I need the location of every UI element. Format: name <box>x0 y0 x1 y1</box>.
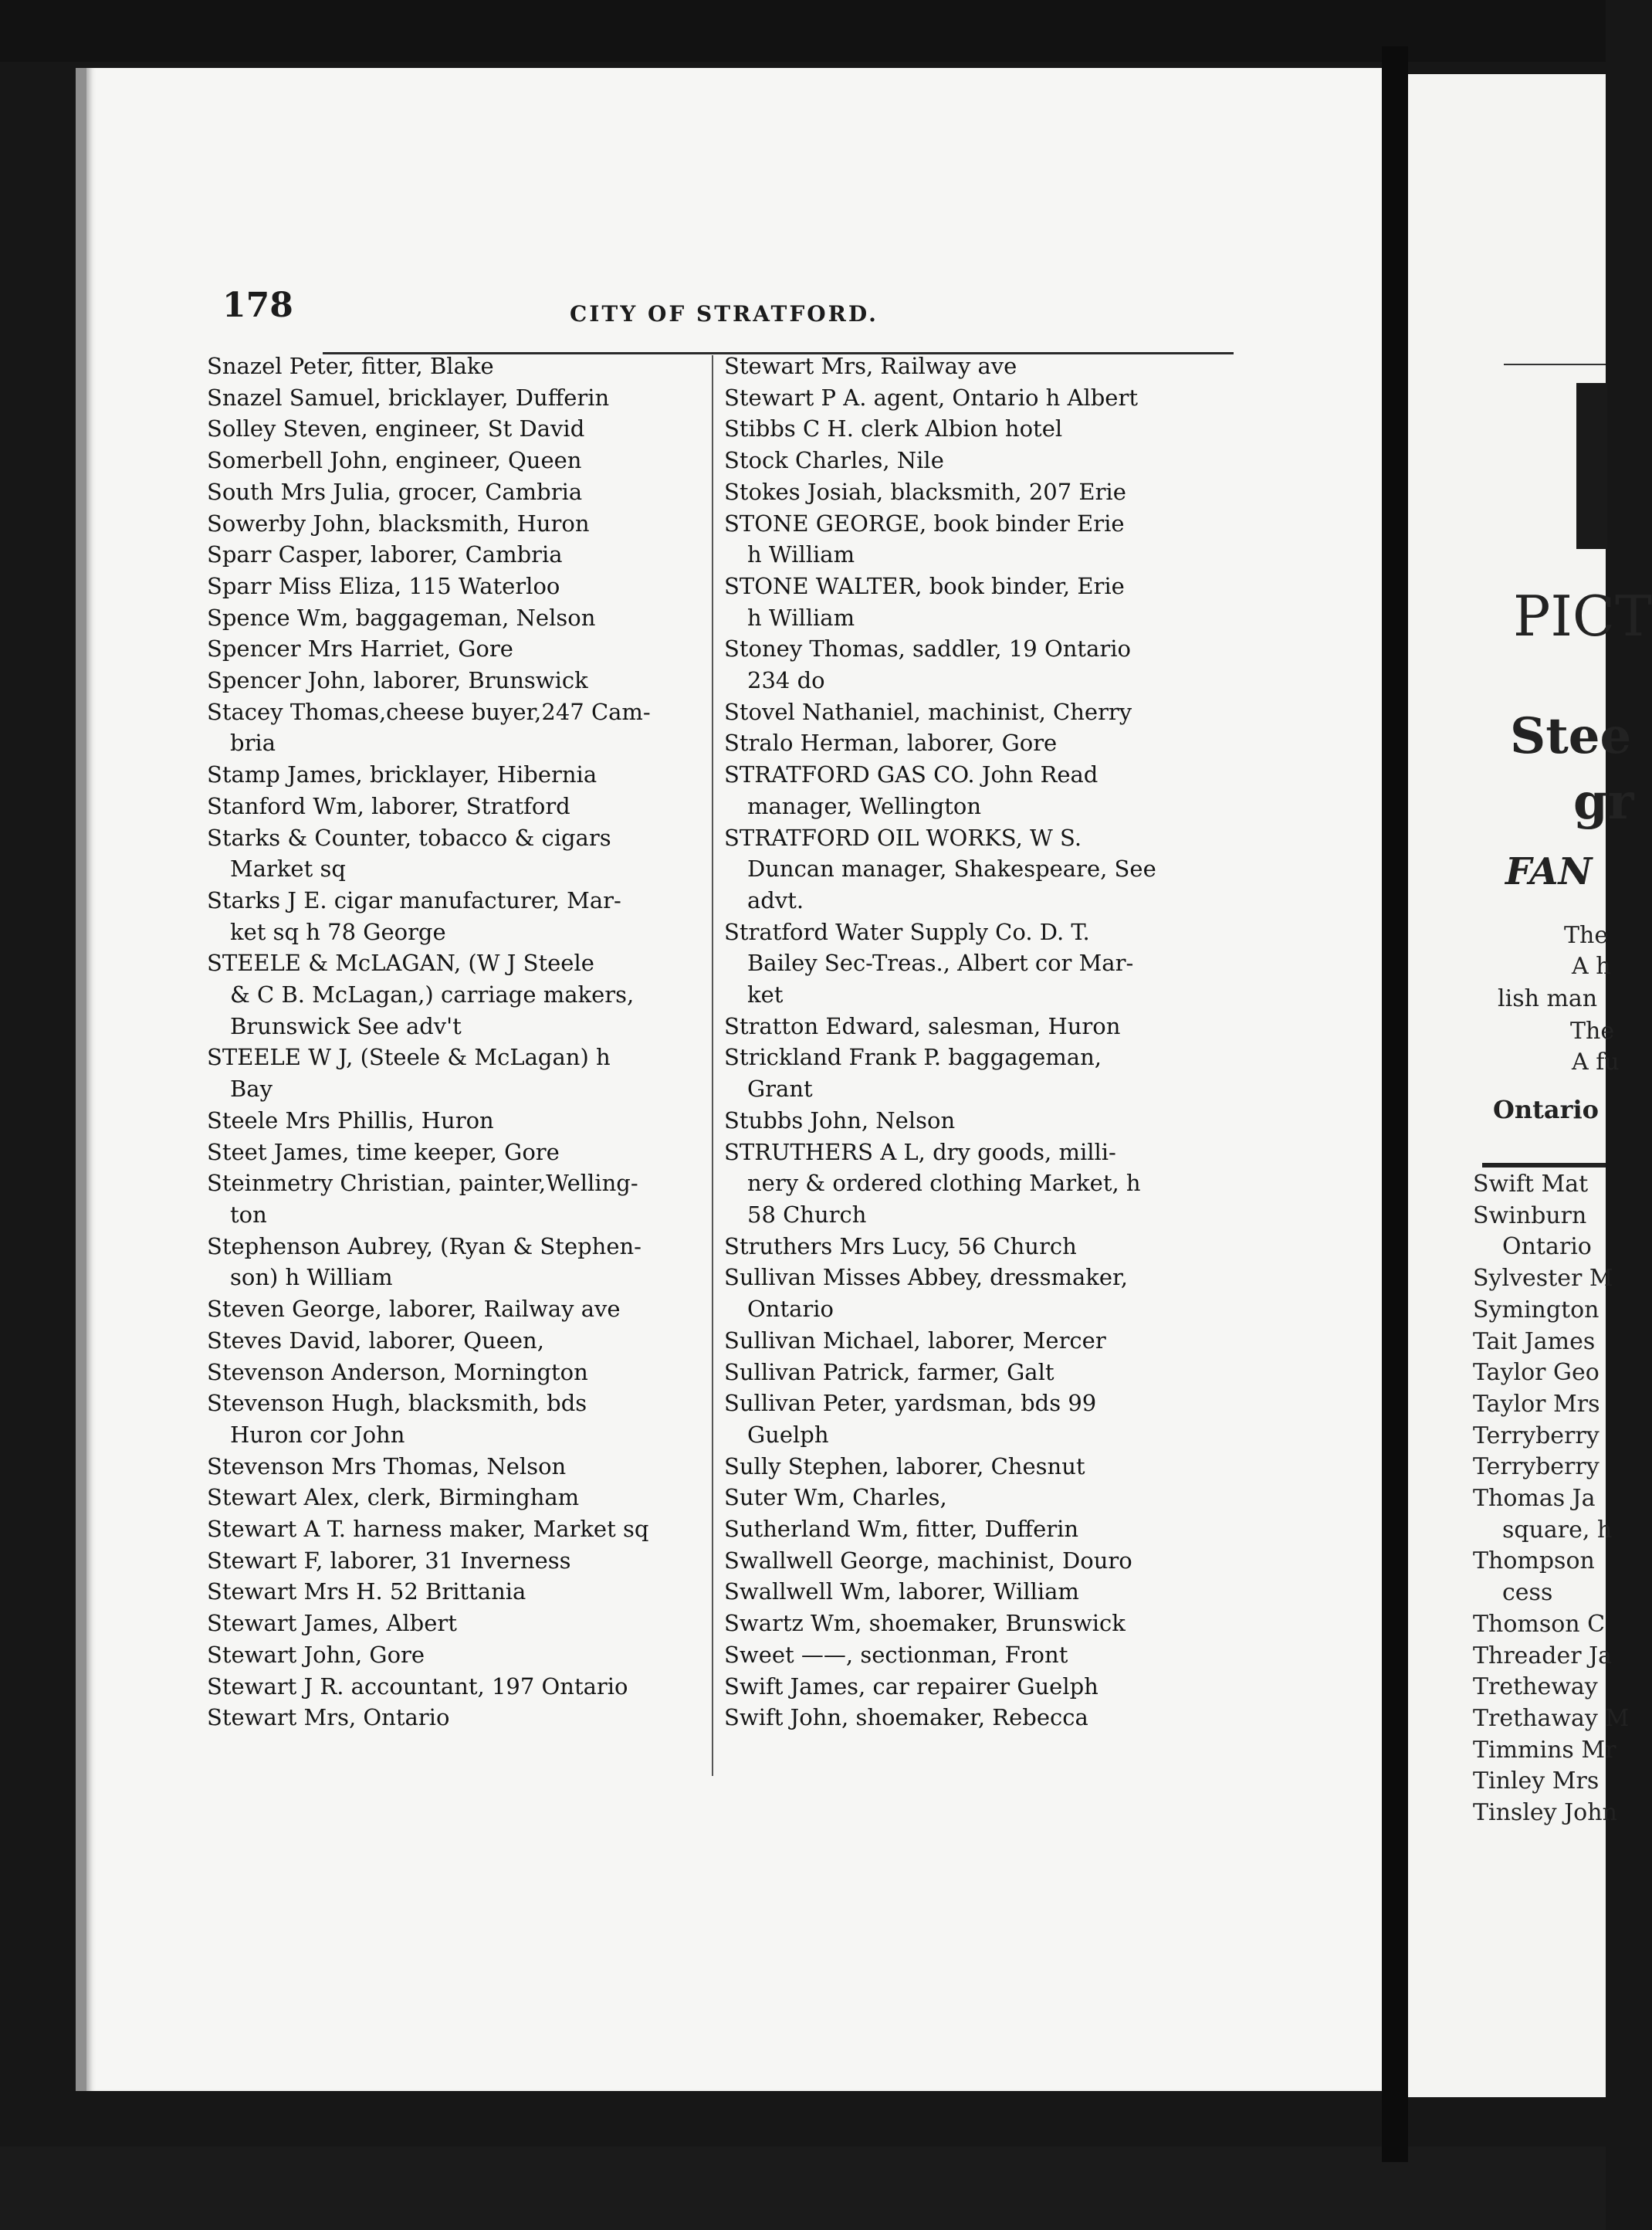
entry-line: Thomson C <box>1473 1610 1606 1638</box>
entry-line: Sutherland Wm, fitter, Dufferin <box>724 1516 1079 1543</box>
directory-entry <box>724 1262 1234 1324</box>
entry-line: Tretheway <box>1473 1673 1598 1701</box>
entry-line: Spencer Mrs Harriet, Gore <box>207 635 513 663</box>
entry-line: Snazel Peter, fitter, Blake <box>207 353 494 379</box>
entry-line: Sullivan Peter, yardsman, bds 99 <box>724 1390 1097 1417</box>
directory-entry <box>724 508 1234 571</box>
facing-headline-3: gr <box>1573 773 1634 831</box>
directory-entry <box>1473 1609 1629 1641</box>
directory-entry <box>207 1168 701 1230</box>
entry-continuation: Huron cor John <box>230 1421 405 1448</box>
scan-background-bottom <box>0 2147 1606 2230</box>
entry-line: Terryberry <box>1473 1453 1600 1481</box>
entry-line: Stokes Josiah, blacksmith, 207 Erie <box>724 478 1126 505</box>
entry-line: Sylvester M <box>1473 1265 1613 1293</box>
directory-entry <box>1473 1295 1629 1327</box>
directory-entry <box>724 1513 1234 1545</box>
entry-line: Swallwell George, machinist, Douro <box>724 1547 1132 1574</box>
book-gutter <box>1382 46 1408 2162</box>
directory-entry <box>207 1042 701 1104</box>
entry-line: Sully Stephen, laborer, Chesnut <box>724 1452 1085 1479</box>
entry-continuation: h William <box>747 604 855 631</box>
entry-continuation: square, h <box>1502 1516 1613 1544</box>
facing-headline-1: PICT <box>1513 584 1652 649</box>
entry-line: Tinsley John <box>1473 1799 1617 1827</box>
directory-entry <box>724 1639 1234 1671</box>
directory-entry <box>1473 1421 1629 1452</box>
directory-entry <box>724 633 1234 696</box>
entry-line: Strickland Frank P. baggageman, <box>724 1044 1102 1071</box>
facing-line-1: The <box>1564 922 1609 949</box>
entry-continuation: cess <box>1502 1579 1553 1607</box>
entry-line: STEELE W J, (Steele & McLagan) h <box>207 1044 611 1071</box>
directory-entry <box>1473 1389 1629 1421</box>
directory-entry <box>724 759 1234 822</box>
entry-continuation: Brunswick See adv't <box>230 1012 462 1039</box>
entry-line: Stewart John, Gore <box>207 1641 425 1668</box>
directory-entry <box>724 1137 1234 1231</box>
entry-line: STONE WALTER, book binder, Erie <box>724 572 1125 599</box>
directory-entry <box>207 1576 701 1608</box>
directory-entry <box>207 1513 701 1545</box>
directory-entry <box>207 696 701 759</box>
directory-entry <box>207 1231 701 1293</box>
directory-entry <box>724 1671 1234 1703</box>
facing-line-2: A h <box>1572 953 1611 980</box>
directory-entry <box>1473 1201 1629 1263</box>
entry-continuation: bria <box>230 730 276 757</box>
directory-entry <box>1473 1798 1629 1829</box>
entry-line: Stewart J R. accountant, 197 Ontario <box>207 1672 628 1700</box>
directory-entry <box>1473 1766 1629 1798</box>
entry-line: STONE GEORGE, book binder Erie <box>724 510 1125 537</box>
directory-entry <box>1473 1452 1629 1483</box>
entry-line: Swift James, car repairer Guelph <box>724 1672 1099 1700</box>
directory-entry <box>207 1388 701 1450</box>
directory-entry <box>1473 1672 1629 1703</box>
directory-entry <box>207 1137 701 1168</box>
entry-line: Swallwell Wm, laborer, William <box>724 1578 1079 1605</box>
directory-entry <box>207 571 701 602</box>
entry-line: Stewart James, Albert <box>207 1610 457 1637</box>
directory-entry <box>724 1576 1234 1608</box>
entry-line: South Mrs Julia, grocer, Cambria <box>207 478 583 505</box>
entry-line: Stacey Thomas,cheese buyer,247 Cam- <box>207 698 651 725</box>
directory-entry <box>724 917 1234 1011</box>
entry-line: Steet James, time keeper, Gore <box>207 1138 560 1165</box>
entry-line: Sullivan Misses Abbey, dressmaker, <box>724 1264 1128 1291</box>
entry-continuation: & C B. McLagan,) carriage makers, <box>230 981 635 1008</box>
entry-continuation: nery & ordered clothing Market, h <box>747 1170 1141 1197</box>
facing-headline-4: FAN <box>1505 850 1593 893</box>
entry-line: Starks J E. cigar manufacturer, Mar- <box>207 886 621 913</box>
directory-entry <box>207 1482 701 1513</box>
directory-entry <box>207 1639 701 1671</box>
entry-line: Spencer John, laborer, Brunswick <box>207 667 588 694</box>
directory-entry <box>724 1545 1234 1577</box>
entry-line: Sparr Miss Eliza, 115 Waterloo <box>207 572 560 599</box>
running-head: CITY OF STRATFORD. <box>570 301 878 327</box>
entry-line: Sullivan Patrick, farmer, Galt <box>724 1358 1055 1385</box>
facing-line-3: lish man <box>1498 985 1598 1012</box>
entry-line: Starks & Counter, tobacco & cigars <box>207 824 611 851</box>
directory-entry <box>1473 1483 1629 1546</box>
directory-entry <box>1473 1169 1629 1201</box>
directory-entry <box>1473 1357 1629 1389</box>
entry-line: Tinley Mrs <box>1473 1767 1600 1795</box>
entry-continuation: Grant <box>747 1076 813 1103</box>
directory-entry <box>207 1608 701 1639</box>
entry-line: Stevenson Hugh, blacksmith, bds <box>207 1390 587 1417</box>
directory-entry <box>207 1105 701 1137</box>
entry-line: Symington <box>1473 1296 1600 1323</box>
entry-line: Terryberry <box>1473 1422 1600 1449</box>
entry-continuation: h William <box>747 541 855 568</box>
entry-line: Stoney Thomas, saddler, 19 Ontario <box>724 635 1131 663</box>
entry-line: Stephenson Aubrey, (Ryan & Stephen- <box>207 1232 642 1259</box>
entry-line: Stewart P A. agent, Ontario h Albert <box>724 384 1138 411</box>
facing-list <box>1473 1169 1629 1829</box>
entry-line: Trethaway M <box>1473 1704 1630 1732</box>
entry-line: Sullivan Michael, laborer, Mercer <box>724 1327 1106 1354</box>
directory-entry <box>207 633 701 665</box>
entry-continuation: 58 Church <box>747 1201 867 1228</box>
directory-entry <box>724 382 1234 414</box>
directory-entry <box>724 476 1234 508</box>
facing-page <box>1408 74 1652 2097</box>
directory-entry <box>724 1357 1234 1388</box>
directory-entry <box>724 1388 1234 1450</box>
directory-entry <box>207 1702 701 1734</box>
directory-entry <box>724 1451 1234 1483</box>
facing-line-5: A fu <box>1572 1049 1620 1076</box>
entry-line: Threader Ja <box>1473 1642 1613 1669</box>
entry-continuation: ket <box>747 981 784 1008</box>
entry-line: Solley Steven, engineer, St David <box>207 415 585 442</box>
entry-continuation: son) h William <box>230 1264 393 1291</box>
entry-line: STRATFORD OIL WORKS, W S. <box>724 824 1082 851</box>
directory-entry <box>1473 1327 1629 1358</box>
directory-entry <box>724 1482 1234 1513</box>
entry-line: Thompson <box>1473 1547 1595 1575</box>
directory-entry <box>207 539 701 571</box>
entry-continuation: Bailey Sec-Treas., Albert cor Mar- <box>747 950 1134 977</box>
directory-entry <box>207 665 701 696</box>
directory-entry <box>1473 1641 1629 1672</box>
directory-entry <box>207 1451 701 1483</box>
entry-continuation: 234 do <box>747 667 825 694</box>
entry-line: Stewart F, laborer, 31 Inverness <box>207 1547 571 1574</box>
facing-ontario: Ontario <box>1493 1095 1600 1124</box>
entry-line: Steves David, laborer, Queen, <box>207 1327 544 1354</box>
entry-line: Steinmetry Christian, painter,Welling- <box>207 1170 638 1197</box>
entry-line: Stevenson Anderson, Mornington <box>207 1358 588 1385</box>
entry-continuation: Market sq <box>230 856 346 883</box>
directory-entry <box>724 1042 1234 1104</box>
directory-entry <box>724 1231 1234 1262</box>
entry-line: Swift John, shoemaker, Rebecca <box>724 1704 1088 1731</box>
entry-line: Stewart A T. harness maker, Market sq <box>207 1516 649 1543</box>
directory-entry <box>724 571 1234 633</box>
column-divider <box>712 355 713 1776</box>
directory-entry <box>207 947 701 1042</box>
directory-entry <box>207 382 701 414</box>
entry-line: Stewart Mrs H. 52 Brittania <box>207 1578 526 1605</box>
entry-line: Snazel Samuel, bricklayer, Dufferin <box>207 384 610 411</box>
entry-continuation: Bay <box>230 1076 273 1103</box>
directory-entry <box>1473 1703 1629 1735</box>
entry-line: Taylor Geo <box>1473 1359 1600 1387</box>
entry-line: Stamp James, bricklayer, Hibernia <box>207 761 597 788</box>
entry-continuation: manager, Wellington <box>747 792 982 819</box>
page-number: 178 <box>222 286 293 325</box>
directory-entry <box>207 445 701 476</box>
directory-entry <box>207 885 701 947</box>
directory-entry <box>207 822 701 885</box>
entry-line: Stovel Nathaniel, machinist, Cherry <box>724 698 1132 725</box>
entry-line: STEELE & McLAGAN, (W J Steele <box>207 950 594 977</box>
entry-line: Swinburn <box>1473 1201 1587 1229</box>
entry-line: Steele Mrs Phillis, Huron <box>207 1107 494 1134</box>
directory-entry <box>724 1011 1234 1042</box>
entry-line: Tait James <box>1473 1327 1596 1355</box>
entry-line: Stewart Mrs, Ontario <box>207 1704 450 1731</box>
entry-continuation: Ontario <box>747 1296 834 1323</box>
directory-entry <box>207 351 701 382</box>
facing-headline-2: Stee <box>1510 707 1632 765</box>
entry-line: Stralo Herman, laborer, Gore <box>724 730 1058 757</box>
directory-entry <box>1473 1546 1629 1608</box>
facing-rule <box>1504 364 1606 365</box>
facing-large-letter-fragment <box>1576 383 1607 549</box>
directory-entry <box>1473 1263 1629 1295</box>
right-column <box>724 351 1234 1734</box>
entry-continuation: Duncan manager, Shakespeare, See <box>747 856 1156 883</box>
entry-continuation: ket sq h 78 George <box>230 918 446 945</box>
entry-continuation: advt. <box>747 886 804 913</box>
entry-line: Swift Mat <box>1473 1171 1589 1198</box>
entry-line: Stock Charles, Nile <box>724 447 944 474</box>
entry-line: Struthers Mrs Lucy, 56 Church <box>724 1232 1077 1259</box>
entry-line: Stubbs John, Nelson <box>724 1107 956 1134</box>
entry-line: Stewart Alex, clerk, Birmingham <box>207 1484 580 1511</box>
directory-entry <box>724 1702 1234 1734</box>
directory-entry <box>207 1357 701 1388</box>
entry-line: Stanford Wm, laborer, Stratford <box>207 792 570 819</box>
directory-entry <box>207 791 701 822</box>
directory-entry <box>724 727 1234 759</box>
directory-entry <box>207 1545 701 1577</box>
entry-line: Swartz Wm, shoemaker, Brunswick <box>724 1610 1126 1637</box>
entry-line: Sweet ——, sectionman, Front <box>724 1641 1068 1668</box>
entry-line: Stratton Edward, salesman, Huron <box>724 1012 1121 1039</box>
entry-continuation: Guelph <box>747 1421 829 1448</box>
entry-line: Thomas Ja <box>1473 1485 1596 1513</box>
entry-line: Timmins Mr <box>1473 1736 1616 1764</box>
directory-entry <box>207 602 701 634</box>
entry-line: Suter Wm, Charles, <box>724 1484 947 1511</box>
entry-line: Sowerby John, blacksmith, Huron <box>207 510 590 537</box>
directory-entry <box>724 822 1234 917</box>
entry-line: Sparr Casper, laborer, Cambria <box>207 541 563 568</box>
directory-entry <box>207 413 701 445</box>
entry-continuation: Ontario <box>1502 1233 1592 1261</box>
directory-entry <box>207 1671 701 1703</box>
entry-line: Spence Wm, baggageman, Nelson <box>207 604 596 631</box>
directory-entry <box>724 1325 1234 1357</box>
directory-entry <box>724 445 1234 476</box>
directory-entry <box>724 1608 1234 1639</box>
directory-entry <box>207 759 701 791</box>
directory-entry <box>724 696 1234 728</box>
directory-entry <box>724 413 1234 445</box>
directory-entry <box>207 476 701 508</box>
entry-line: Stibbs C H. clerk Albion hotel <box>724 415 1063 442</box>
entry-line: Stratford Water Supply Co. D. T. <box>724 918 1090 945</box>
facing-list-rule <box>1482 1163 1606 1168</box>
entry-continuation: ton <box>230 1201 267 1228</box>
directory-entry <box>207 1293 701 1325</box>
scan-background-top <box>0 0 1606 62</box>
entry-line: Taylor Mrs <box>1473 1390 1600 1418</box>
entry-line: Stevenson Mrs Thomas, Nelson <box>207 1452 567 1479</box>
facing-line-4: The <box>1570 1018 1615 1045</box>
entry-line: Stewart Mrs, Railway ave <box>724 353 1017 379</box>
entry-line: STRATFORD GAS CO. John Read <box>724 761 1099 788</box>
left-column <box>207 351 701 1734</box>
directory-entry <box>207 1325 701 1357</box>
directory-entry <box>724 1105 1234 1137</box>
entry-line: STRUTHERS A L, dry goods, milli- <box>724 1138 1116 1165</box>
entry-line: Somerbell John, engineer, Queen <box>207 447 582 474</box>
entry-line: Steven George, laborer, Railway ave <box>207 1296 621 1323</box>
directory-entry <box>724 351 1234 382</box>
directory-entry <box>207 508 701 540</box>
directory-entry <box>1473 1735 1629 1767</box>
